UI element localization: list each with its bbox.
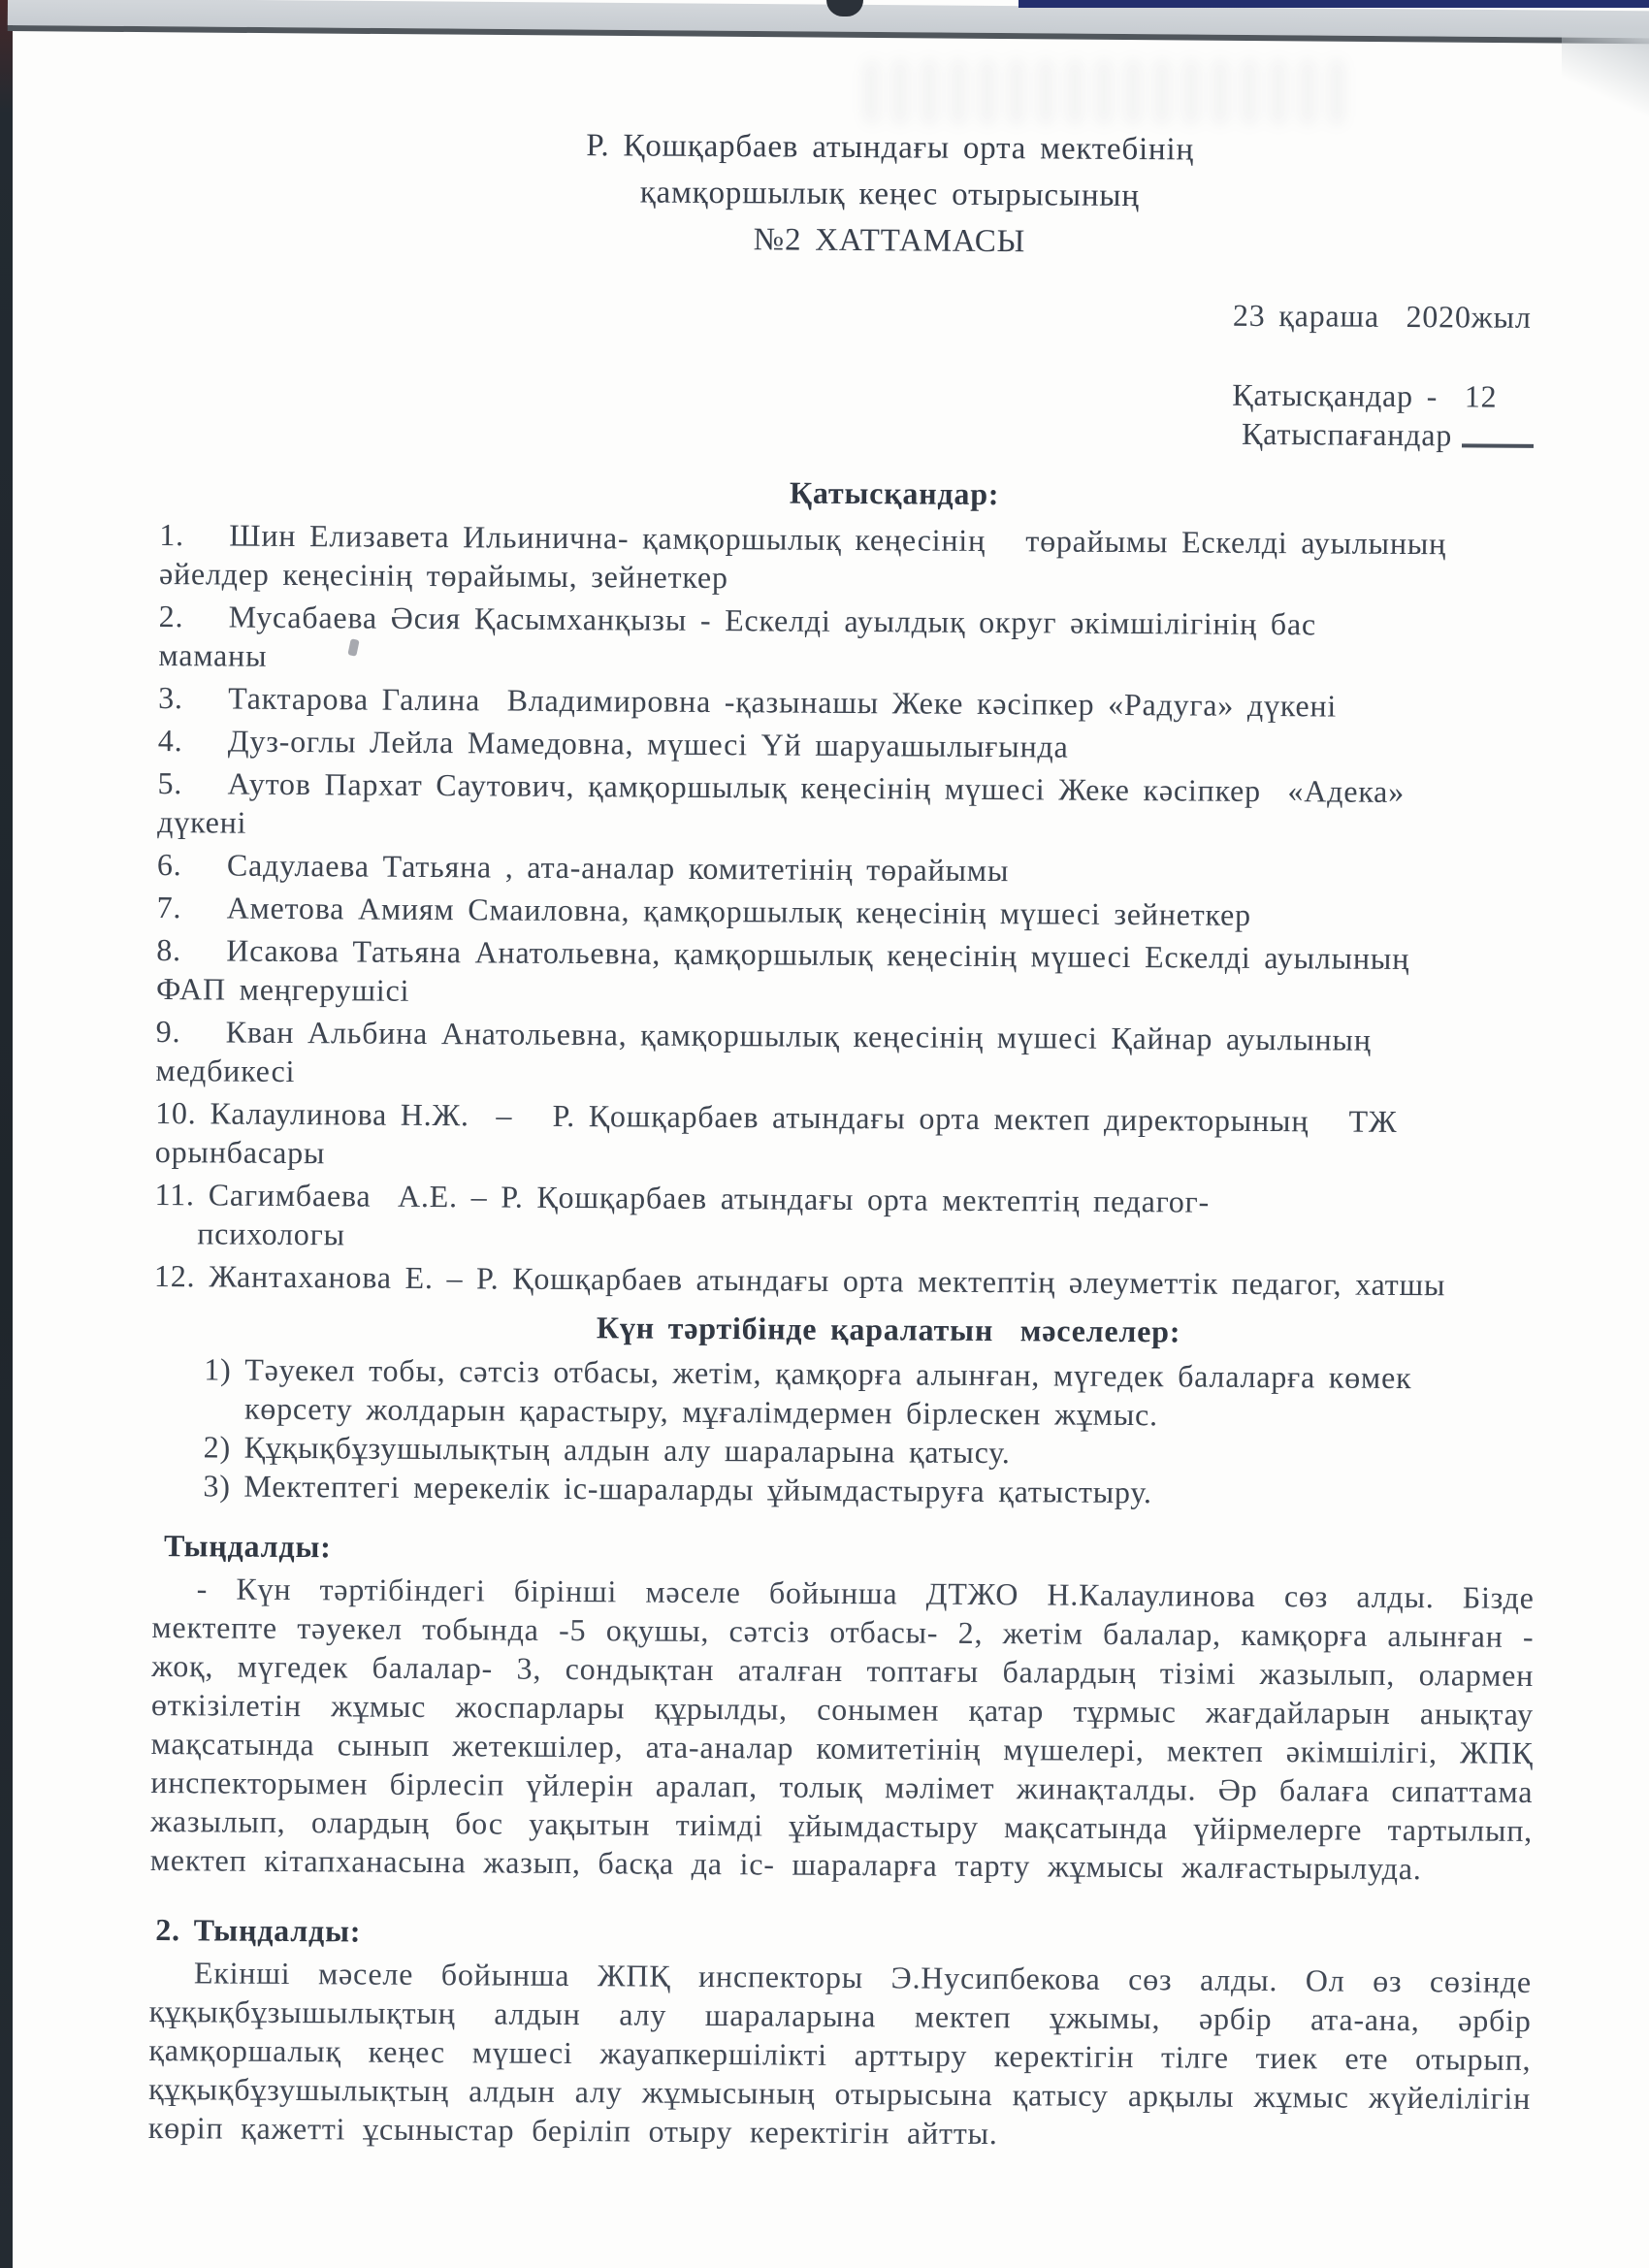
title-line-2: қамқоршылық кеңес отырысының — [639, 175, 1140, 214]
participant-number: 10. — [155, 1095, 197, 1131]
participants-list — [154, 515, 1542, 1305]
absent-label: Қатыспағандар — [1241, 415, 1453, 453]
participant-line — [157, 888, 1539, 936]
absent-count-blank — [1462, 443, 1534, 448]
participant-number: 3. — [158, 680, 183, 716]
section2-heading — [149, 1910, 1532, 1959]
participant-line: дүкені — [157, 804, 247, 840]
document-title — [198, 119, 1581, 269]
participant-item — [155, 1093, 1538, 1181]
participant-line — [154, 1256, 1536, 1305]
participant-number: 4. — [157, 723, 183, 759]
agenda-text: Мектептегі мерекелік іс-шараларды ұйымдастыруға қатыстыру. — [243, 1468, 1152, 1510]
participant-item — [157, 888, 1539, 936]
agenda-text: Құқықбұзушылықтың алдын алу шараларына қатысу. — [243, 1429, 1011, 1471]
agenda-number: 1) — [204, 1351, 232, 1387]
agenda-list — [152, 1349, 1536, 1514]
participant-item — [154, 1175, 1537, 1262]
agenda-heading: Күн тәртібінде қаралатын мәселелер: — [596, 1310, 1181, 1349]
attended-count: Қатысқандар - 12 — [1232, 376, 1498, 414]
participant-line: ФАП меңгерушісі — [155, 971, 410, 1008]
agenda-text: Тәуекел тобы, сәтсіз отбасы, жетім, қамқорға алынған, мүгедек балаларға көмек — [244, 1351, 1412, 1396]
participant-item — [157, 763, 1540, 851]
scan-left-edge — [0, 0, 13, 2268]
agenda-line: көрсету жолдарын қарастыру, мұғалімдермен бірлескен жұмыс. — [243, 1390, 1159, 1433]
document-content — [148, 119, 1545, 2156]
scan-top-navy-strip — [1018, 0, 1649, 8]
date-attendance-block — [1232, 296, 1535, 455]
participant-number: 5. — [157, 765, 183, 801]
participant-line: психологы — [197, 1215, 346, 1252]
participant-text: Тактарова Галина Владимировна -қазынашы Жеке кәсіпкер «Радуга» дүкені — [228, 680, 1338, 724]
participant-item — [154, 1256, 1536, 1305]
participant-item — [158, 597, 1541, 684]
participant-text: Шин Елизавета Ильинична- қамқоршылық кеңесінің төрайымы Ескелді ауылының — [229, 517, 1447, 562]
participant-item — [159, 515, 1542, 602]
participant-text: Садулаева Татьяна , ата-аналар комитетінің төрайымы — [226, 847, 1010, 889]
participant-number: 1. — [159, 517, 185, 553]
participant-number: 7. — [156, 890, 182, 925]
participant-text: Кван Альбина Анатольевна, қамқоршылық кеңесінің мүшесі Қайнар ауылының — [225, 1014, 1372, 1057]
agenda-item — [204, 1350, 1536, 1437]
participant-line — [158, 678, 1540, 727]
participant-item — [158, 678, 1540, 727]
participant-text: Исакова Татьяна Анатольевна, қамқоршылық кеңесінің мүшесі Ескелді ауылының — [226, 932, 1410, 977]
participant-number: 12. — [153, 1258, 196, 1294]
participant-line: әйелдер кеңесінің төрайымы, зейнеткер — [158, 556, 728, 596]
participant-line: маманы — [158, 637, 268, 673]
participant-item — [157, 845, 1539, 893]
agenda-number: 2) — [203, 1429, 232, 1465]
section1-paragraph: - Күн тәртібіндегі бірінші мәселе бойынша ДТЖО Н.Калаулинова сөз алды. Бізде мектепте тәуекел тобында -5 оқушы, сәтсіз отбасы- 2, жетім балалар, камқорға алынған - жоқ, мүгедек балалар- 3, сондықтан аталған топтағы балардың тізімі жазылып, олармен өткізілетін жұмыс жоспарлары құрылды, сонымен қатар тұрмыс жағдайларын анықтау мақсатында сынып жетекшілер, ата-аналар комитетінің мүшелері, мектеп әкімшілігі, ЖПҚ инспекторымен бірлесіп үйлерін аралап, толық мәлімет жинақталды. Әр балаға сипаттама жазылып, олардың бос уақытын тиімді ұйымдастыру мақсатында үйірмелерге тартылып, мектеп кітапханасына жазып, басқа да іс- шараларға тарту жұмысы жалғастырылуда. — [149, 1571, 1535, 1887]
agenda-item — [203, 1467, 1535, 1514]
participant-line — [158, 721, 1540, 769]
meeting-date: 23 қараша 2020жыл — [1232, 297, 1532, 335]
participant-number: 6. — [156, 847, 182, 883]
participant-text: Аутов Пархат Саутович, қамқоршылық кеңесінің мүшесі Жеке кәсіпкер «Адека» — [227, 765, 1406, 810]
participant-text: Мусабаева Әсия Қасымханқызы - Ескелді ауылдық округ әкімшілігінің бас — [228, 599, 1317, 642]
agenda-line — [203, 1467, 1535, 1514]
participant-item — [156, 930, 1539, 1018]
participant-text: Сагимбаева А.Е. – Р. Қошқарбаев атындағы орта мектептің педагог- — [208, 1177, 1211, 1219]
participant-text: Дуз-оглы Лейла Мамедовна, мүшесі Үй шаруашылығында — [227, 723, 1069, 764]
participants-heading: Қатысқандар: — [789, 474, 1000, 512]
scan-bleedthrough-smudge — [863, 60, 1348, 124]
participant-line: орынбасары — [154, 1134, 326, 1171]
section1-heading: Тыңдалды: — [163, 1528, 332, 1565]
scan-corner-shadow — [1562, 29, 1649, 126]
participant-item — [158, 721, 1540, 769]
participant-item — [155, 1012, 1538, 1099]
section2-heading-label: Тыңдалды: — [193, 1912, 362, 1949]
title-line-1: Р. Қошқарбаев атындағы орта мектебінің — [586, 128, 1194, 168]
participant-text: Калаулинова Н.Ж. – Р. Қошқарбаев атындағы орта мектеп директорының ТЖ — [210, 1095, 1398, 1139]
section2-paragraph: Екінші мәселе бойынша ЖПҚ инспекторы Э.Нусипбекова сөз алды. Ол өз сөзінде құқықбұзышылықтың алдын алу шараларына мектеп ұжымы, әрбір ата-ана, әрбір қамқоршалық кеңес мүшесі жауапкершілікті арттыру керектігін тілге тиек ете отырып, құқықбұзушылықтың алдын алу жұмысының отырысына қатысу арқылы жұмыс жүйелілігін көріп қажетті ұсыныстар беріліп отыру керектігін айтты. — [147, 1955, 1533, 2152]
absent-line — [1232, 414, 1534, 455]
participant-text: Жантаханова Е. – Р. Қошқарбаев атындағы орта мектептің әлеуметтік педагог, хатшы — [209, 1258, 1446, 1303]
section2-number: 2. — [155, 1912, 181, 1948]
participant-text: Аметова Амиям Смаиловна, қамқоршылық кеңесінің мүшесі зейнеткер — [226, 890, 1251, 932]
title-line-3: №2 ХАТТАМАСЫ — [753, 222, 1026, 260]
participant-line: медбикесі — [155, 1053, 296, 1089]
agenda-number: 3) — [203, 1468, 231, 1504]
participant-number: 8. — [156, 932, 182, 968]
participant-number: 11. — [154, 1177, 195, 1213]
participant-line — [157, 845, 1539, 893]
participant-number: 2. — [158, 599, 184, 634]
participant-number: 9. — [155, 1014, 181, 1050]
